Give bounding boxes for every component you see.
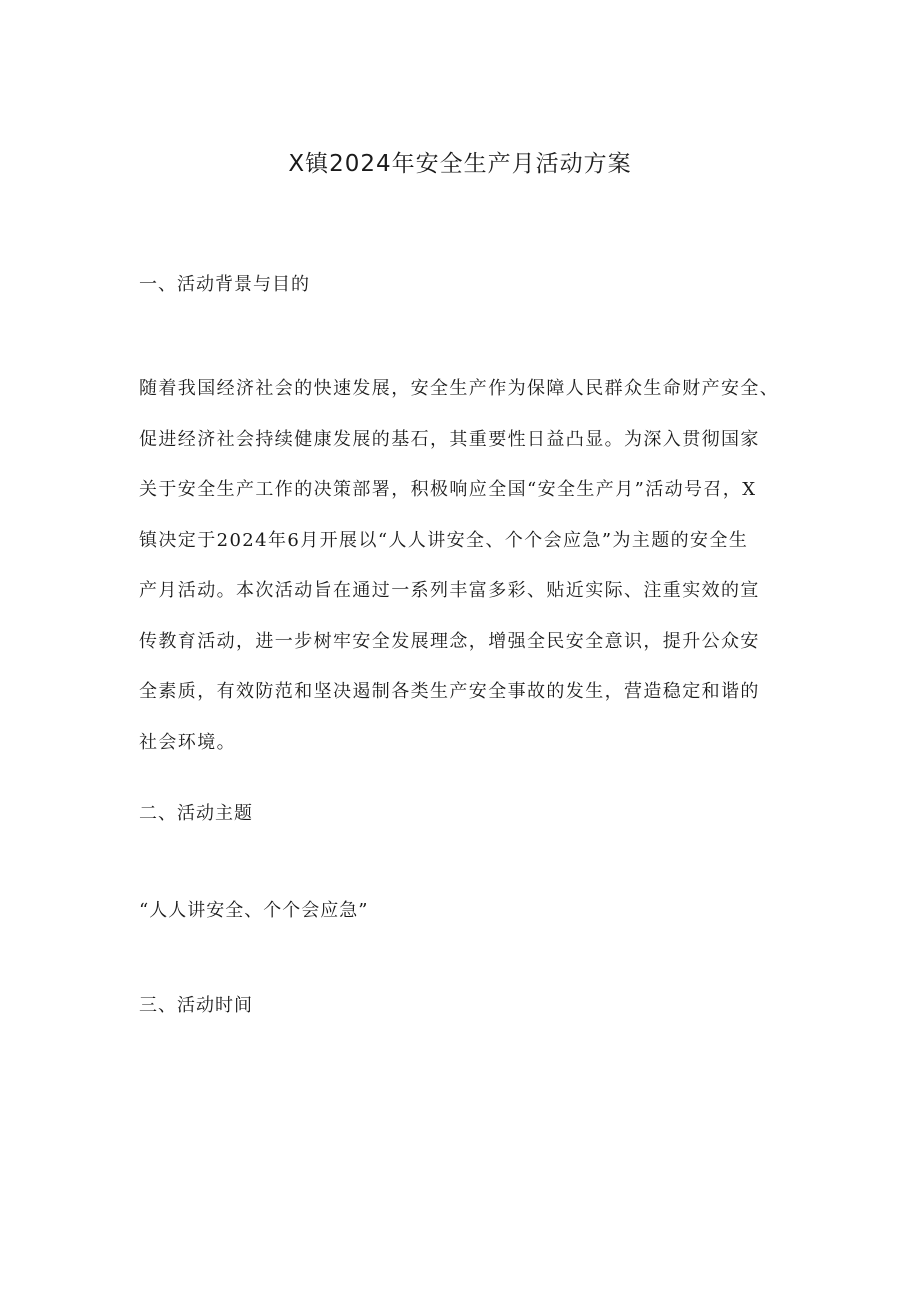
paragraph-line: 产月活动。本次活动旨在通过一系列丰富多彩、贴近实际、注重实效的宣 bbox=[139, 580, 760, 601]
section-heading-theme: 二、活动主题 bbox=[139, 803, 253, 824]
document-title: X镇2024年安全生产月活动方案 bbox=[288, 151, 632, 177]
paragraph-line: 促进经济社会持续健康发展的基石，其重要性日益凸显。为深入贯彻国家 bbox=[139, 428, 760, 450]
paragraph-line: 传教育活动，进一步树牢安全发展理念，增强全民安全意识，提升公众安 bbox=[139, 630, 760, 652]
section-heading-time: 三、活动时间 bbox=[139, 995, 253, 1016]
paragraph-line: 全素质，有效防范和坚决遏制各类生产安全事故的发生，营造稳定和谐的 bbox=[139, 681, 760, 702]
paragraph-line: 随着我国经济社会的快速发展，安全生产作为保障人民群众生命财产安全、 bbox=[139, 378, 780, 399]
paragraph-line: 社会环境。 bbox=[139, 731, 236, 753]
theme-text: “人人讲安全、个个会应急” bbox=[139, 900, 369, 921]
section-heading-background: 一、活动背景与目的 bbox=[139, 274, 310, 295]
paragraph-line: 关于安全生产工作的决策部署，积极响应全国“安全生产月”活动号召，X bbox=[139, 479, 757, 500]
paragraph-line: 镇决定于2024年6月开展以“人人讲安全、个个会应急”为主题的安全生 bbox=[139, 529, 749, 551]
background-paragraph bbox=[139, 364, 787, 768]
